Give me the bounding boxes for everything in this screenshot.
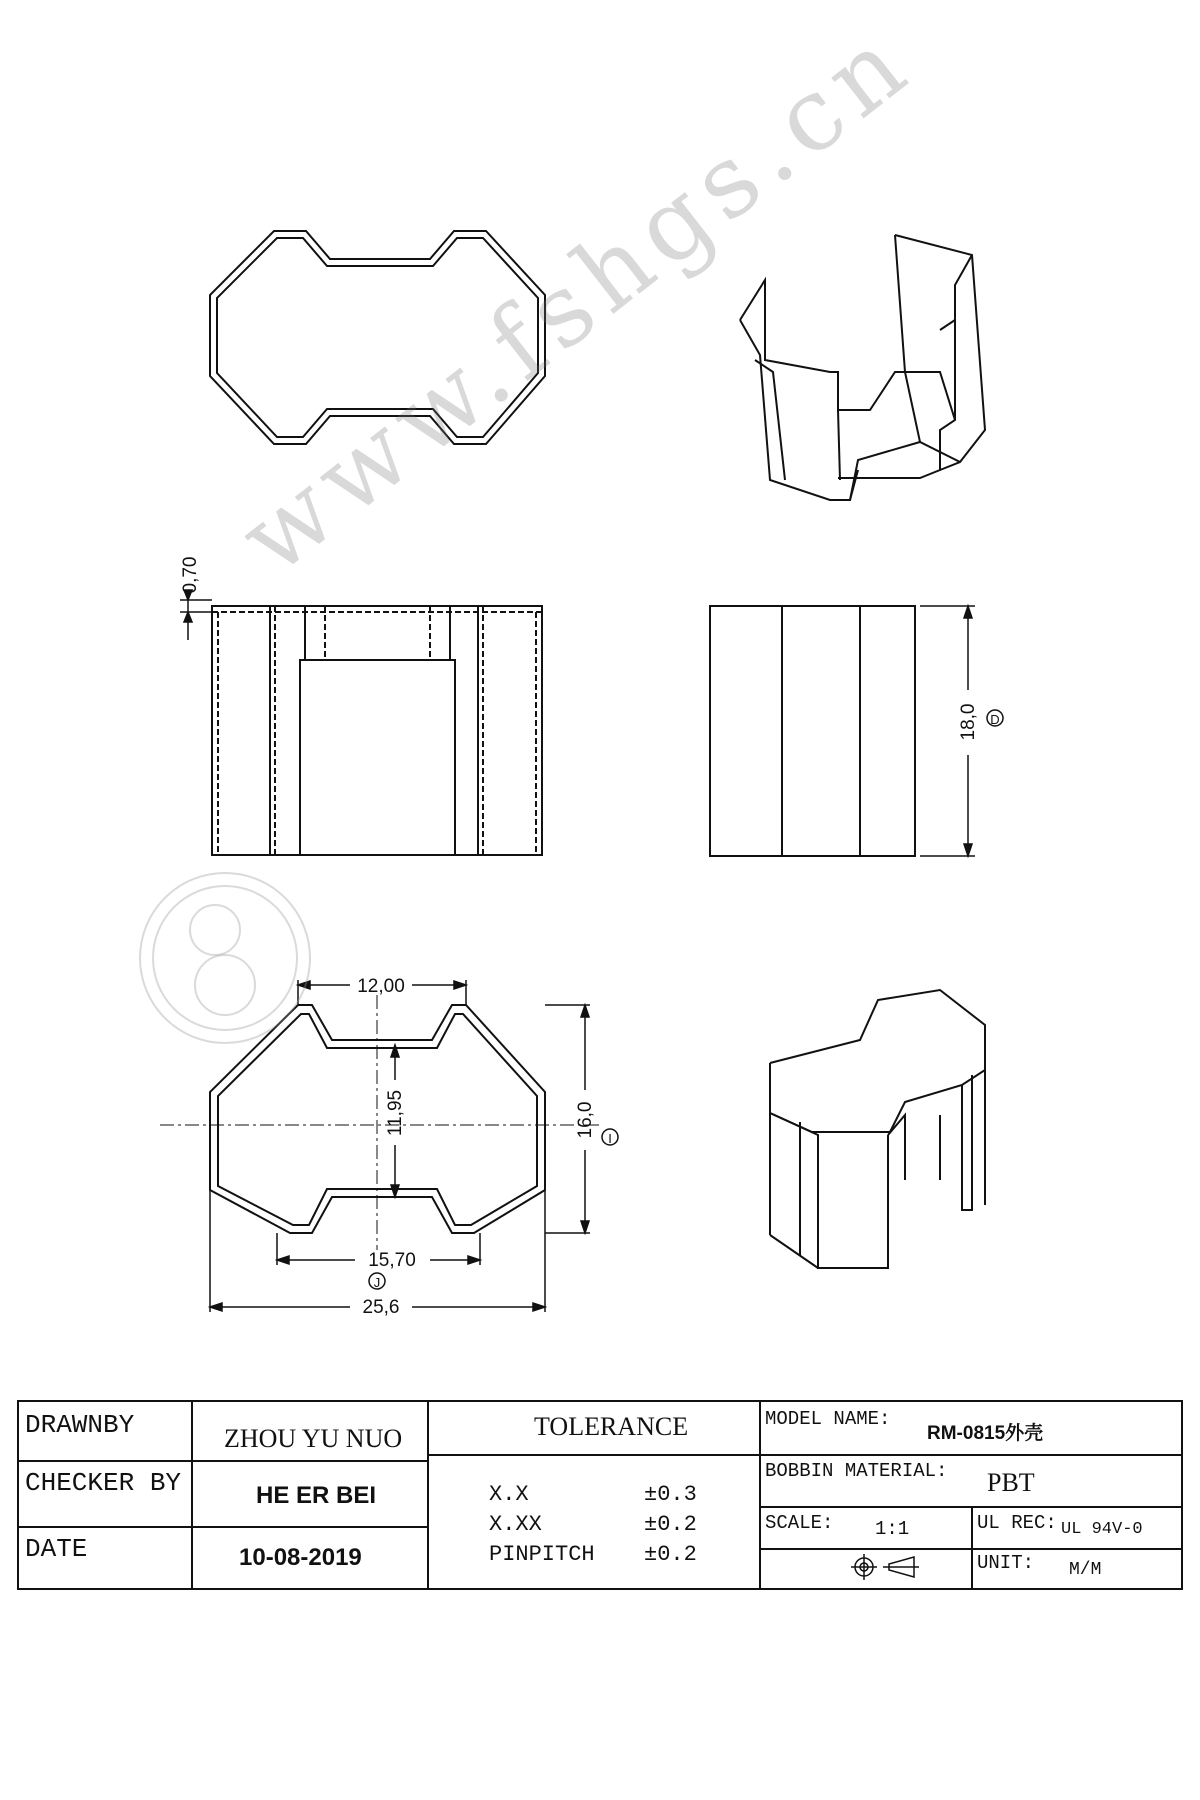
projection-symbol-icon [849, 1552, 929, 1582]
unit-label: UNIT: [977, 1552, 1035, 1574]
scale-label: SCALE: [765, 1512, 834, 1534]
model-name-label: MODEL NAME: [765, 1408, 891, 1430]
datum-j-label: J [373, 1275, 381, 1290]
isometric-view-upper [740, 235, 985, 500]
ul-rec-value: UL 94V-0 [1061, 1520, 1143, 1539]
checker-label: CHECKER BY [25, 1468, 182, 1498]
dim-height: 18,0 [958, 703, 979, 741]
side-view [710, 606, 915, 856]
scale-value: 1:1 [875, 1518, 910, 1540]
watermark-url: www.fshgs.cn [217, 1, 934, 597]
unit-value: M/M [1069, 1560, 1102, 1580]
datum-i-label: I [608, 1131, 612, 1146]
dim-inner-height: 11,95 [385, 1089, 406, 1137]
dim-bottom-width: 15,70 [368, 1250, 416, 1271]
front-view [212, 606, 542, 855]
dim-top-width: 12,00 [357, 976, 405, 997]
material-value: PBT [987, 1468, 1035, 1497]
tolerance-name-2: PINPITCH [489, 1542, 595, 1567]
drawn-by-label: DRAWNBY [25, 1410, 135, 1440]
date-label: DATE [25, 1534, 88, 1564]
center-lines [160, 995, 600, 1250]
isometric-view-lower [770, 990, 985, 1268]
ul-rec-label: UL REC: [977, 1512, 1057, 1534]
tolerance-name-1: X.XX [489, 1512, 542, 1537]
datum-d-label: D [990, 712, 1000, 727]
seal-watermark [140, 873, 310, 1043]
tolerance-value-0: ±0.3 [644, 1482, 697, 1507]
drawn-by-value: ZHOU YU NUO [224, 1424, 403, 1453]
date-value: 10-08-2019 [239, 1544, 362, 1571]
dim-thickness: 0,70 [180, 556, 201, 594]
checker-value: HE ER BEI [256, 1482, 377, 1509]
dim-overall-width: 25,6 [362, 1297, 400, 1318]
tolerance-label: TOLERANCE [534, 1412, 689, 1441]
dim-depth: 16,0 [575, 1101, 596, 1139]
title-block [17, 1400, 1183, 1590]
material-label: BOBBIN MATERIAL: [765, 1460, 948, 1482]
tolerance-name-0: X.X [489, 1482, 529, 1507]
model-name-value: RM-0815外壳 [927, 1423, 1044, 1444]
tolerance-value-2: ±0.2 [644, 1542, 697, 1567]
tolerance-value-1: ±0.2 [644, 1512, 697, 1537]
